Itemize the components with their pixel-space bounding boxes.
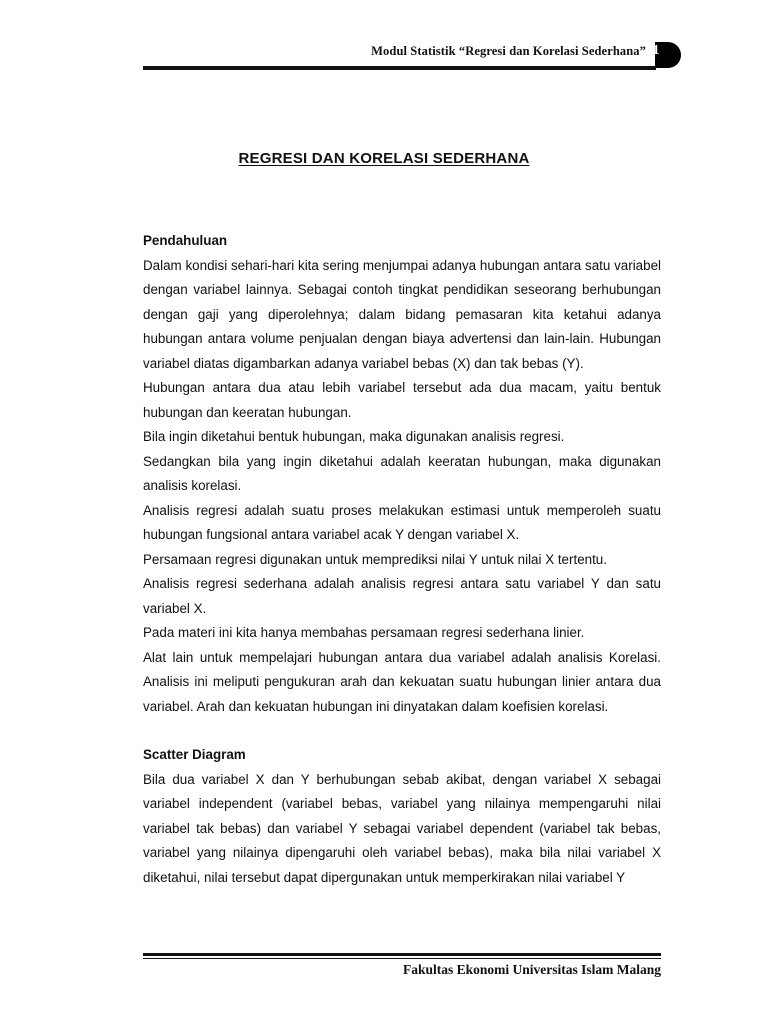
paragraph: Persamaan regresi digunakan untuk memprediksi nilai Y untuk nilai X tertentu. [143,551,607,567]
section-spacer [143,719,661,743]
section-pendahuluan [143,229,661,719]
section-scatter-diagram [143,743,661,890]
footer-rule [143,953,661,956]
footer-institution: Fakultas Ekonomi Universitas Islam Malang [402,962,661,977]
section-heading: Pendahuluan [143,233,228,248]
header-rule [143,66,656,70]
running-header: Modul Statistik “Regresi dan Korelasi Sederhana” [371,44,646,58]
paragraph: Hubungan antara dua atau lebih variabel tersebut ada dua macam, yaitu bentuk hubungan dan keeratan hubungan. [143,380,661,420]
section-heading: Scatter Diagram [143,747,246,762]
paragraph: Dalam kondisi sehari-hari kita sering menjumpai adanya hubungan antara satu variabel dengan variabel lainnya. Sebagai contoh tingkat pendidikan seseorang berhubungan dengan gaji yang diperolehnya; dalam bidang pemasaran kita ketahui adanya hubungan antara volume penjualan dengan biaya advertensi dan lain-lain. Hubungan variabel diatas digambarkan adanya variabel bebas (X) dan tak bebas (Y). [143,257,661,371]
document-title: REGRESI DAN KORELASI SEDERHANA [238,150,530,167]
paragraph: Bila dua variabel X dan Y berhubungan sebab akibat, dengan variabel X sebagai variabel independent (variabel bebas, variabel yang nilainya mempengaruhi nilai variabel tak bebas) dan variabel Y sebagai variabel dependent (variabel tak bebas, variabel yang nilainya dipengaruhi oleh variabel bebas), maka bila nilai variabel X diketahui, nilai tersebut dapat dipergunakan untuk memperkirakan nilai variabel Y [143,771,661,885]
paragraph: Bila ingin diketahui bentuk hubungan, maka digunakan analisis regresi. [143,429,565,444]
paragraph: Sedangkan bila yang ingin diketahui adalah keeratan hubungan, maka digunakan analisis korelasi. [143,453,661,493]
paragraph: Pada materi ini kita hanya membahas persamaan regresi sederhana linier. [143,625,585,640]
document-body [143,229,661,890]
paragraph: Analisis regresi adalah suatu proses melakukan estimasi untuk memperoleh suatu hubungan fungsional antara variabel acak Y dengan variabel X. [143,502,661,542]
paragraph: Alat lain untuk mempelajari hubungan antara dua variabel adalah analisis Korelasi. Analisis ini meliputi pengukuran arah dan kekuatan suatu hubungan linier antara dua variabel. Arah dan kekuatan hubungan ini dinyatakan dalam koefisien korelasi. [143,649,661,714]
page-number: 1 [652,43,660,58]
footer-rule-thin [143,958,661,959]
paragraph: Analisis regresi sederhana adalah analisis regresi antara satu variabel Y dan satu variabel X. [143,576,661,616]
